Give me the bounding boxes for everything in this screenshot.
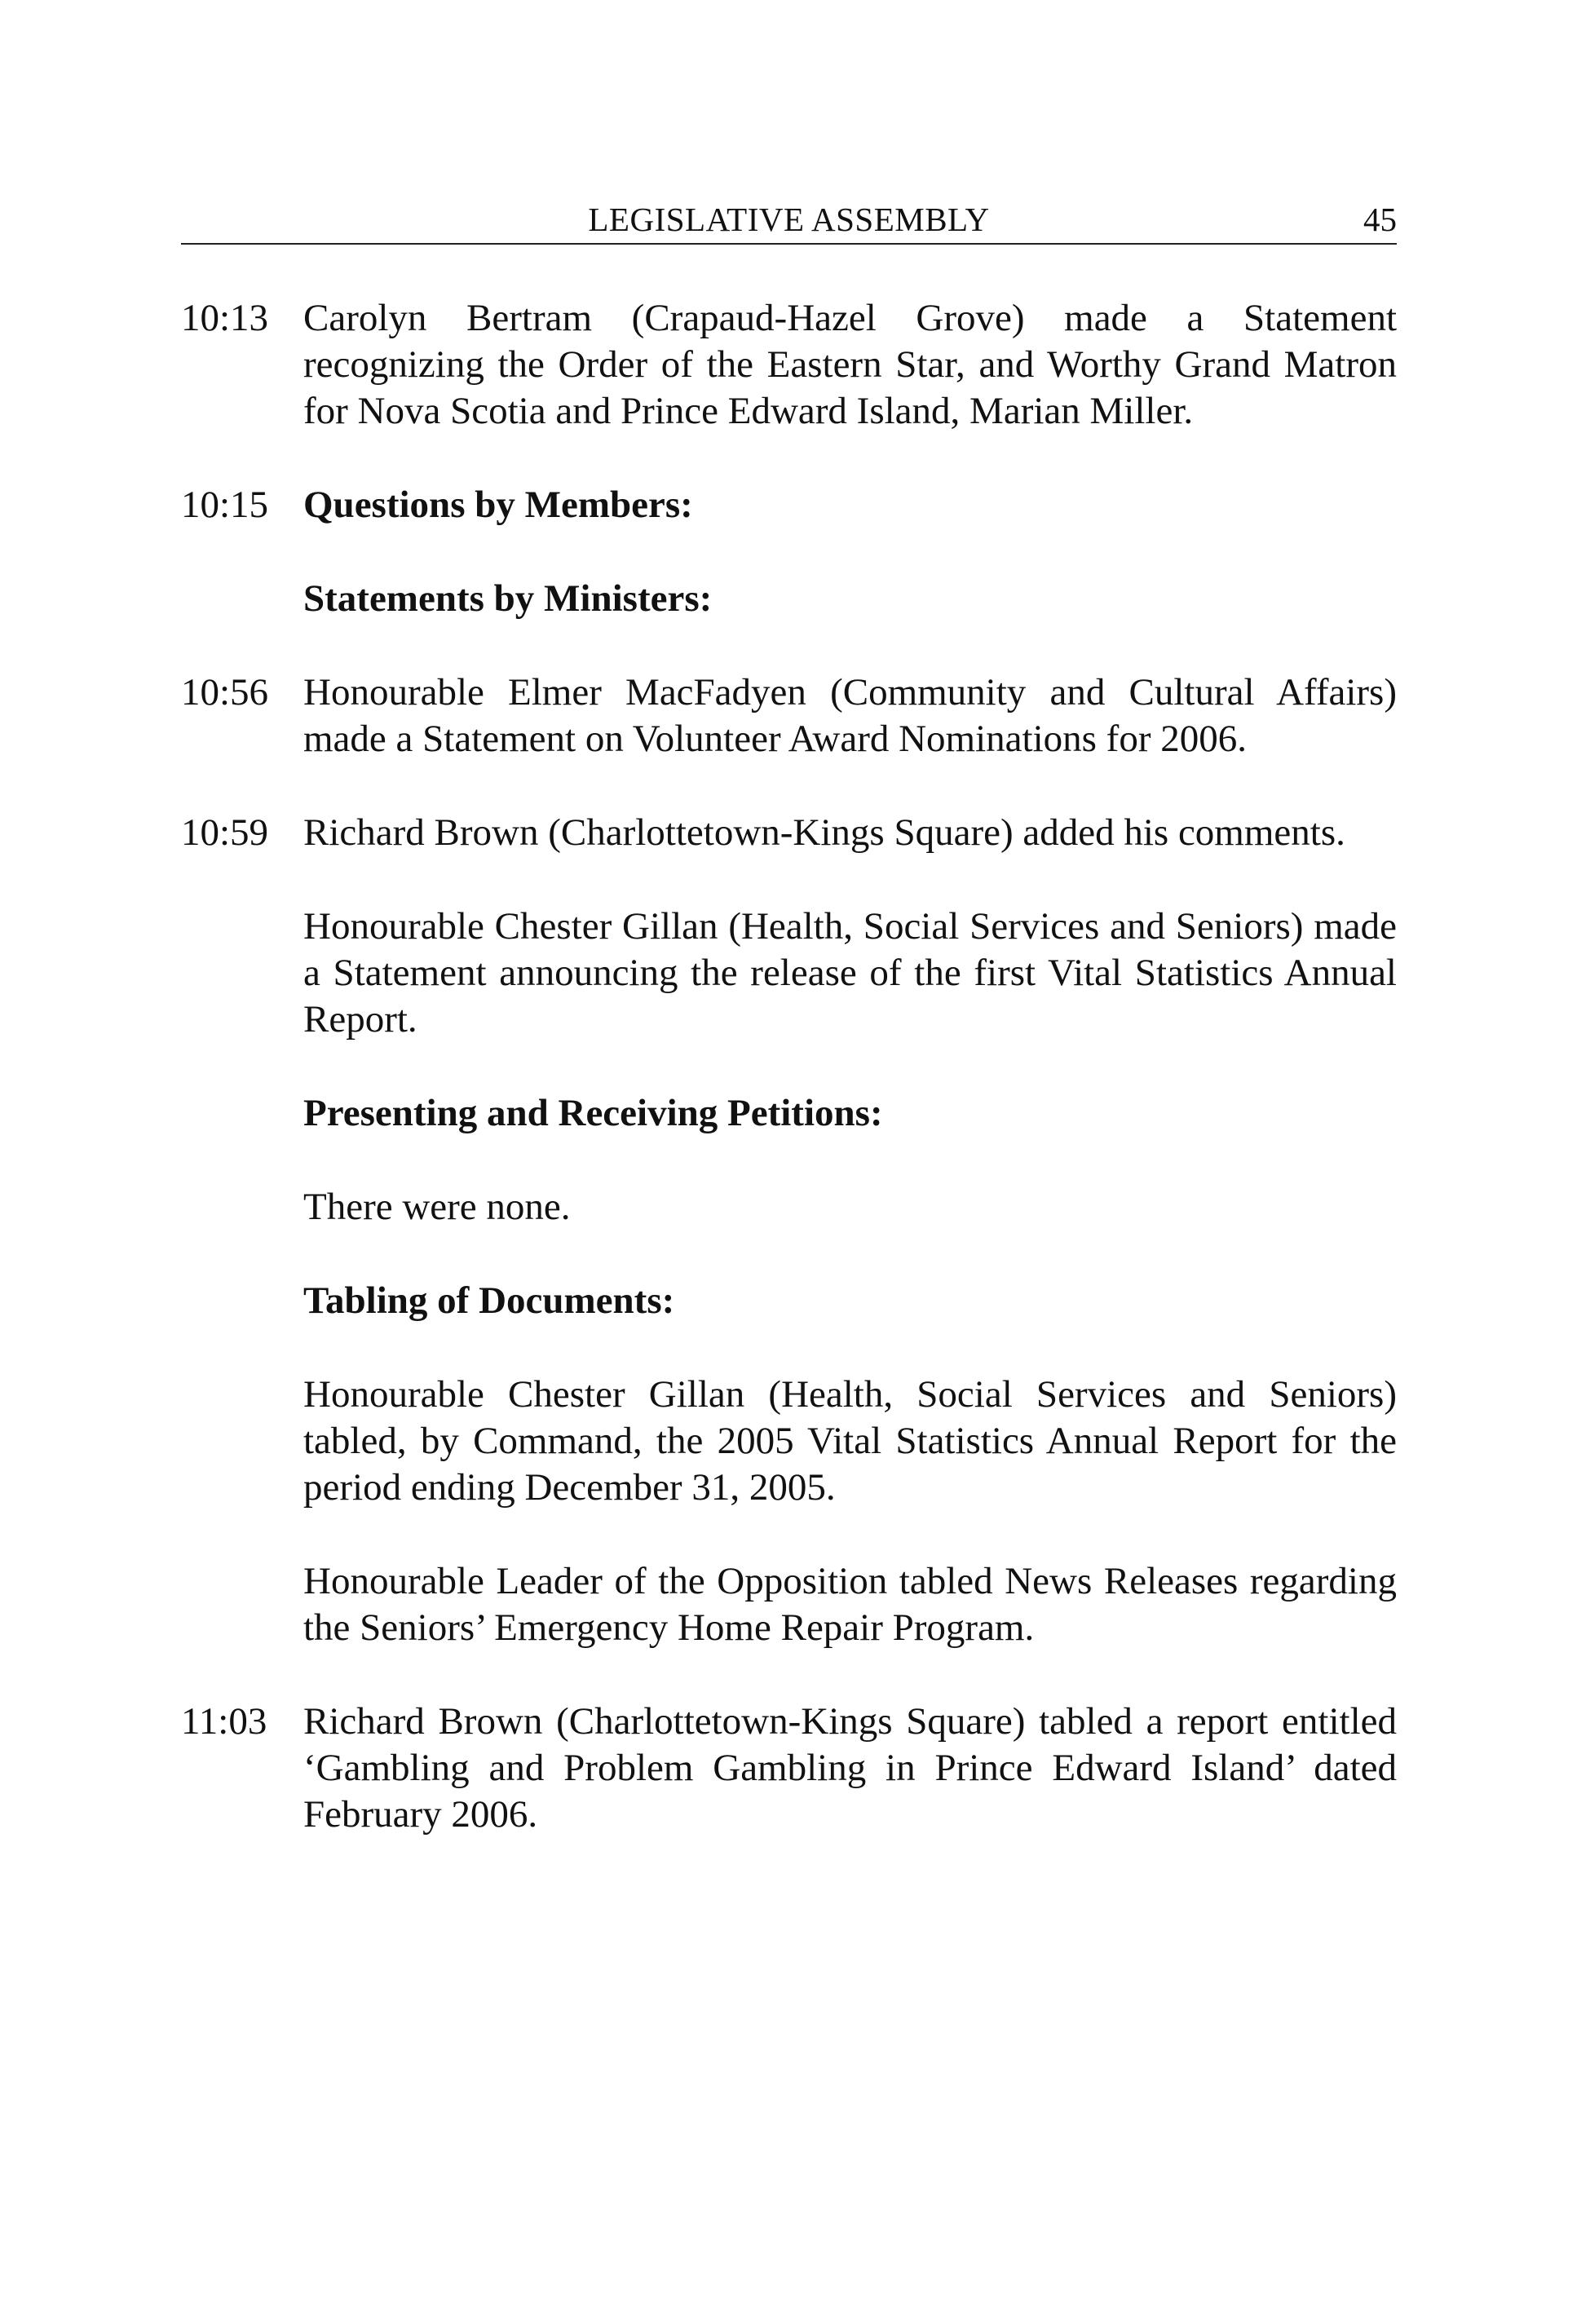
journal-entry: [181, 1278, 1397, 1324]
entry-text: Richard Brown (Charlottetown-Kings Square) tabled a report entitled ‘Gambling and Problem Gambling in Prince Edward Island’ dated February 2006.: [303, 1700, 1397, 1836]
document-page: [181, 196, 1397, 1838]
section-heading: Statements by Ministers:: [303, 577, 713, 620]
entry-text: There were none.: [303, 1186, 571, 1228]
running-header: [181, 196, 1397, 245]
journal-entry: [181, 1090, 1397, 1137]
entry-text: Carolyn Bertram (Crapaud-Hazel Grove) made a Statement recognizing the Order of the Eastern Star, and Worthy Grand Matron for Nova Scotia and Prince Edward Island, Marian Miller.: [303, 297, 1397, 432]
journal-entry: [181, 576, 1397, 622]
entry-time: 10:56: [181, 671, 269, 714]
entry-text: Honourable Elmer MacFadyen (Community and Cultural Affairs) made a Statement on Volunteer Award Nominations for 2006.: [303, 671, 1397, 760]
entry-time: 10:59: [181, 811, 269, 854]
journal-entry: [181, 295, 1397, 435]
section-heading: Questions by Members:: [303, 484, 693, 526]
journal-entry: [181, 1184, 1397, 1230]
entry-text: Richard Brown (Charlottetown-Kings Square) added his comments.: [303, 811, 1345, 854]
entry-time: 10:15: [181, 484, 269, 526]
journal-entry: [181, 1699, 1397, 1838]
section-heading: Tabling of Documents:: [303, 1279, 675, 1322]
section-heading: Presenting and Receiving Petitions:: [303, 1092, 883, 1134]
journal-entry: [181, 1558, 1397, 1651]
journal-entry: [181, 1372, 1397, 1511]
journal-entry: [181, 669, 1397, 762]
journal-entry: [181, 482, 1397, 528]
journal-entry: [181, 904, 1397, 1043]
entry-text: Honourable Chester Gillan (Health, Social Services and Seniors) made a Statement announcing the release of the first Vital Statistics Annual Report.: [303, 905, 1397, 1040]
entry-text: Honourable Leader of the Opposition tabled News Releases regarding the Seniors’ Emergency Home Repair Program.: [303, 1560, 1397, 1649]
page-number: 45: [1363, 201, 1397, 238]
journal-entry: [181, 810, 1397, 856]
header-title: LEGISLATIVE ASSEMBLY: [588, 201, 990, 238]
entry-time: 10:13: [181, 297, 269, 339]
entry-time: 11:03: [181, 1700, 267, 1743]
entry-text: Honourable Chester Gillan (Health, Social Services and Seniors) tabled, by Command, the 2005 Vital Statistics Annual Report for the period ending December 31, 2005.: [303, 1373, 1397, 1509]
